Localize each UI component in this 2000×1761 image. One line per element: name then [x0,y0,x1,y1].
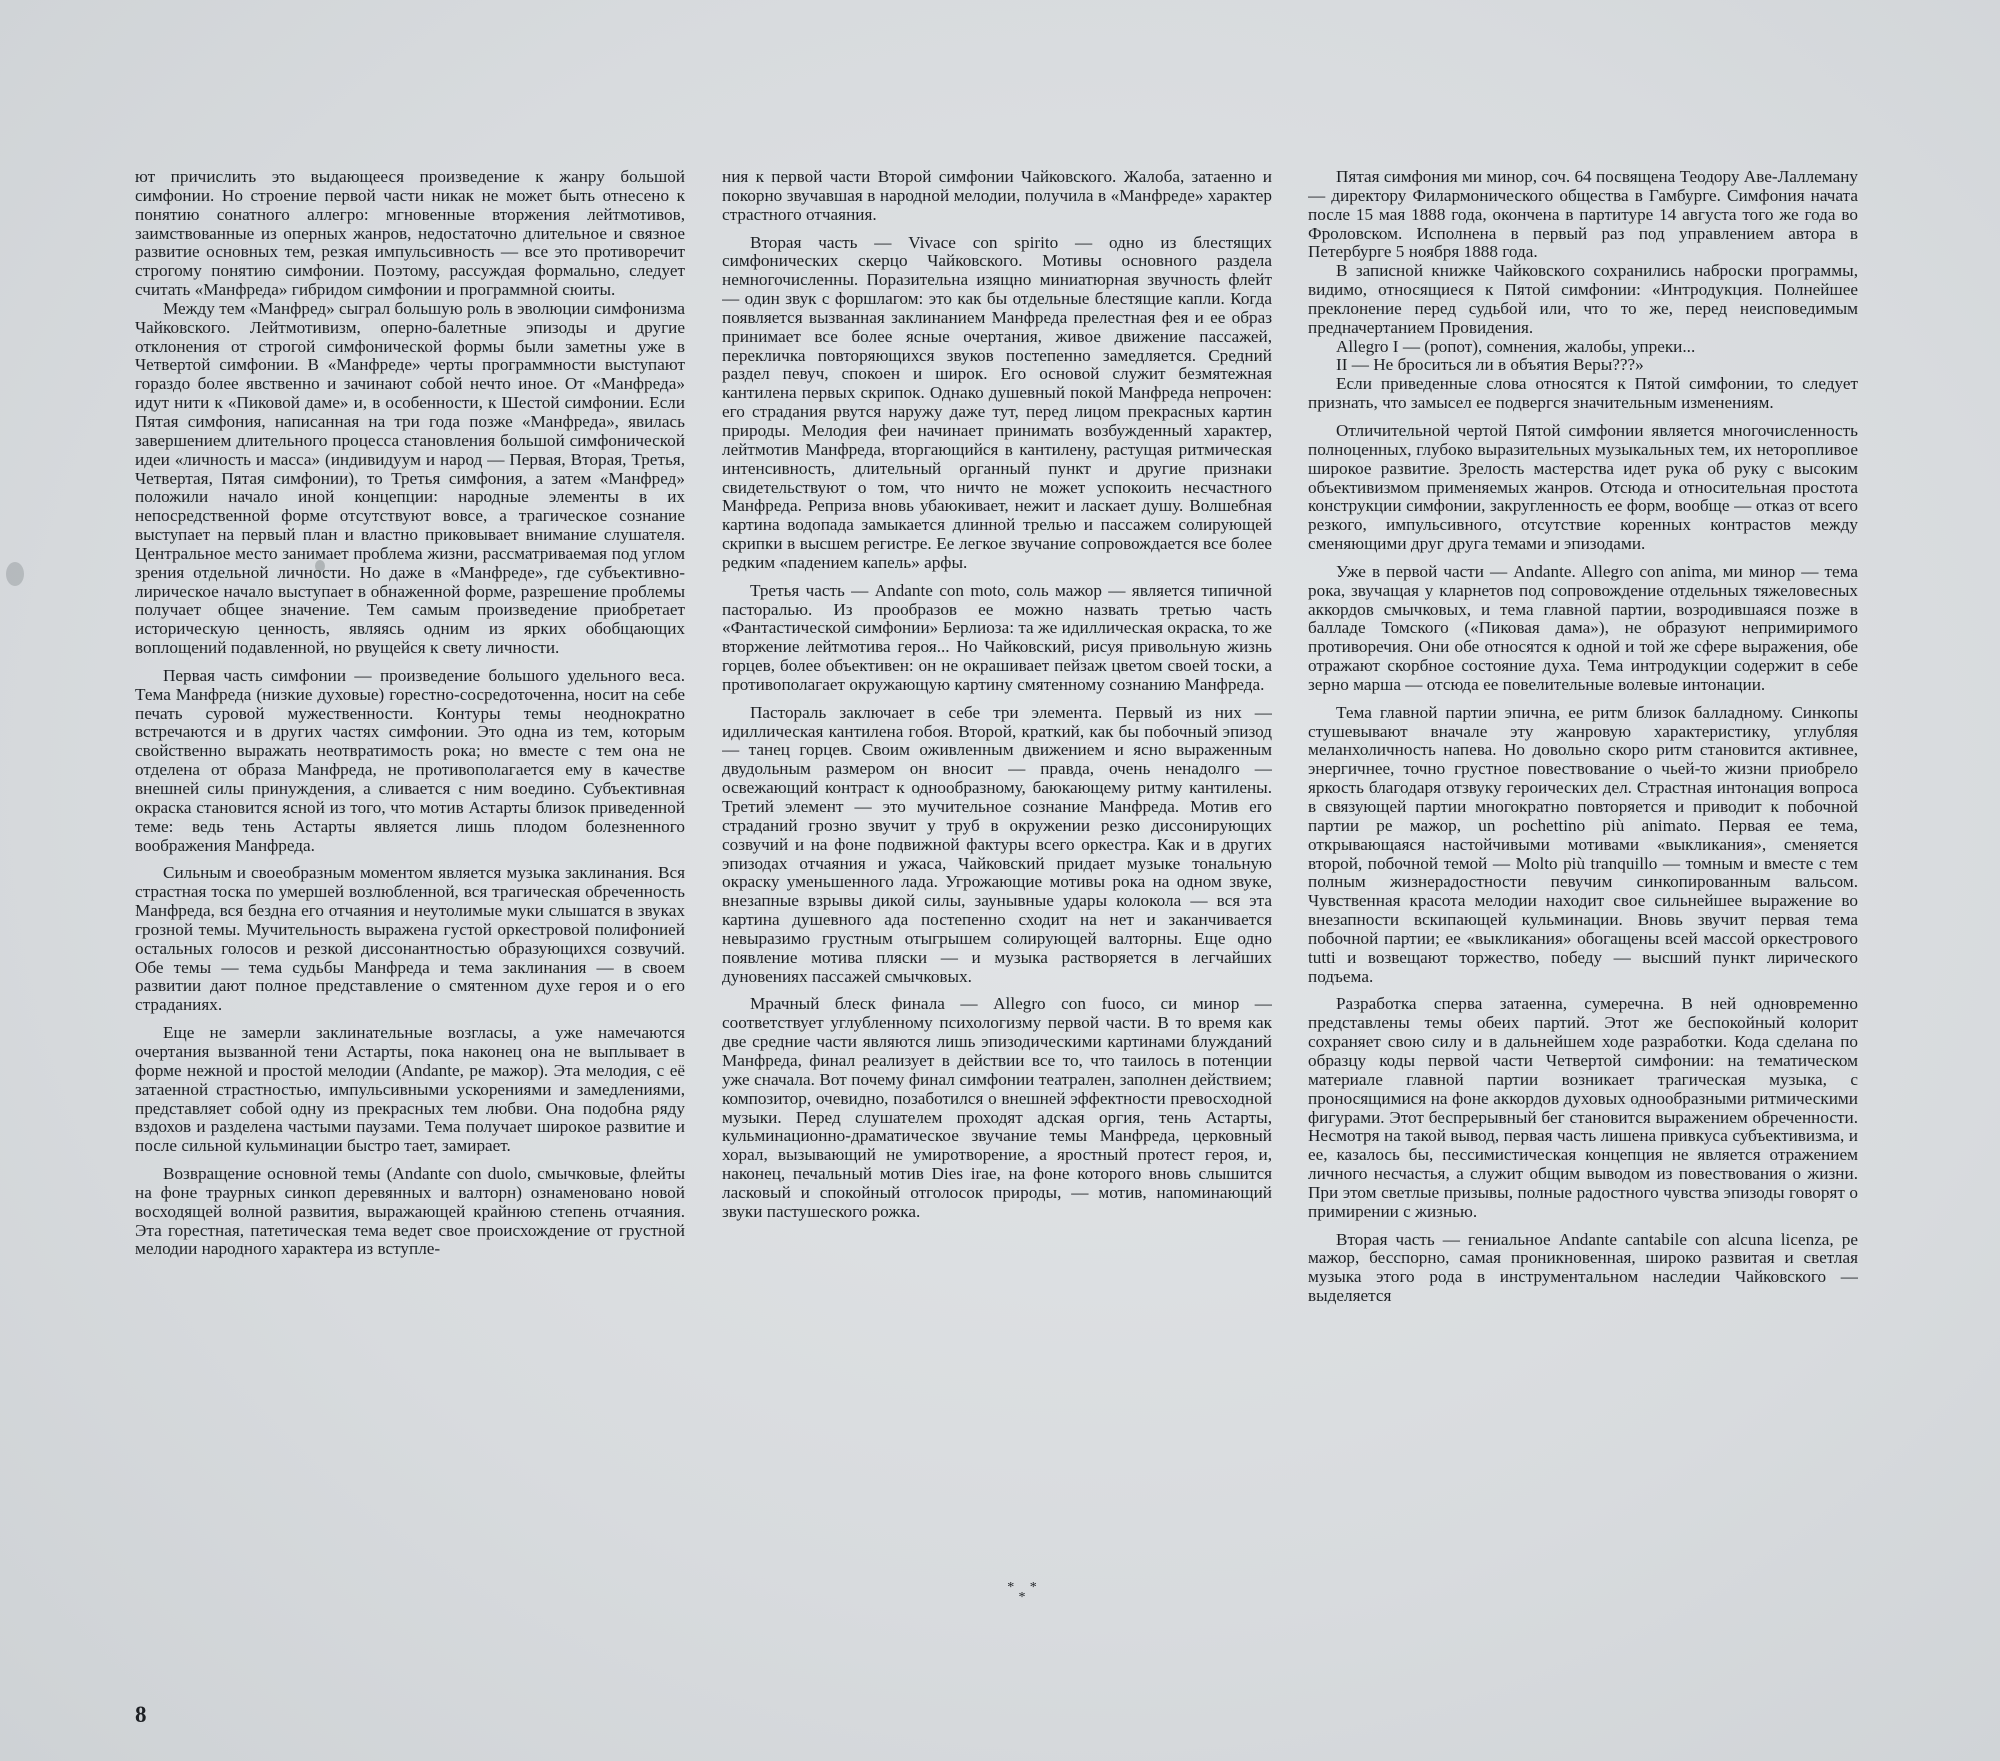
paragraph: Возвращение основной темы (Andante con duolo, смычковые, флейты на фоне траурных синкоп деревянных и валторн) ознаменовано новой восходящей волной развития, выражающей крайнюю степень отчаяния. Эта горестная, патетическая тема ведет свое происхождение от грустной мелодии народного характера из вступле- [135,1164,685,1259]
scan-smudge [6,562,24,586]
paragraph: Еще не замерли заклинательные возгласы, а уже намечаются очертания вызванной тени Астарты, пока наконец она не выплывает в форме нежной и простой мелодии (Andante, ре мажор). Эта мелодия, с её затаенной страстностью, импульсивными ускорениями и замедлениями, представляет собой одну из прекрасных тем любви. Она подобна ряду вздохов и разделена частыми паузами. Тема получает широкое развитие и после сильной кульминации быстро тает, замирает. [135,1023,685,1156]
paragraph: Отличительной чертой Пятой симфонии является многочисленность полноценных, глубоко выразительных музыкальных тем, их неторопливое широкое развитие. Зрелость мастерства идет рука об руку с высоким объективизмом применяемых жанров. Отсюда и относительная простота конструкции симфонии, закругленность ее форм, вообще — отказ от всего резкого, импульсивного, отсутствие коренных контрастов между сменяющими друг друга темами и эпизодами. [1308,420,1858,554]
paragraph: Третья часть — Andante con moto, соль мажор — является типичной пасторалью. Из прообразов ее можно назвать третью часть «Фантастической симфонии» Берлиоза: та же идиллическая окраска, то же вторжение лейтмотива героя... Но Чайковский, рисуя привольную жизнь горцев, более объективен: он не окрашивает пейзаж цветом своей тоски, а противополагает окружающую картину смятенному сознанию Манфреда. [722,580,1272,694]
text-column-1 [135,168,685,1628]
paragraph: Пятая симфония ми минор, соч. 64 посвящена Теодору Аве-Лаллеману — директору Филармонического общества в Гамбурге. Симфония начата после 15 мая 1888 года, окончена в партитуре 14 августа того же года во Фроловском. Исполнена в первый раз под управлением автора в Петербурге 5 ноября 1888 года. [1308,168,1858,262]
page-number: 8 [135,1702,147,1727]
paragraph: Уже в первой части — Andante. Allegro con anima, ми минор — тема рока, звучащая у кларнетов под сопровождение отдельных тяжеловесных аккордов смычковых, и тема главной партии, возродившаяся позже в балладе Томского («Пиковая дама»), не образуют непримиримого противоречия. Они обе относятся к одной и той же сфере выражения, обе отражают скорбное состояние духа. Тема интродукции содержит в себе зерно марша — отсюда ее повелительные волевые интонации. [1308,561,1858,694]
paragraph: Мрачный блеск финала — Allegro con fuoco, си минор — соответствует углубленному психологизму первой части. В то время как две средние части являются лишь эпизодическими картинами блужданий Манфреда, финал реализует в действии все то, что таилось в потенции уже сначала. Вот почему финал симфонии театрален, заполнен действием; композитор, очевидно, позаботился о внешней эффектности превосходной музыки. Перед слушателем проходят адская оргия, тень Астарты, кульминационно-драматическое звучание темы Манфреда, церковный хорал, вызывающий не умиротворение, а яростный протест героя, и, наконец, печальный мотив Dies irae, на фоне которого вновь слышится ласковый и спокойный отголосок природы, — мотив, напоминающий звуки пастушеского рожка. [722,994,1272,1221]
paragraph: Сильным и своеобразным моментом является музыка заклинания. Вся страстная тоска по умершей возлюбленной, вся трагическая обреченность Манфреда, вся бездна его отчаяния и неутолимые муки слышатся в звуках грозной темы. Мучительность выражена густой оркестровой полифонией остальных голосов и резкой диссонантностью образующихся созвучий. Обе темы — тема судьбы Манфреда и тема заклинания — в своем развитии дают полное представление о смятенном духе героя и о его страданиях. [135,863,685,1015]
paragraph: Тема главной партии эпична, ее ритм близок балладному. Синкопы стушевывают вначале эту жанровую характеристику, углубляя меланхоличность напева. Но довольно скоро ритм становится активнее, энергичнее, точно грустное повествование о чьей-то жизни приобрело яркость благодаря отзвуку героических дел. Страстная интонация вопроса в связующей партии многократно повторяется и приводит к побочной партии ре мажор, un pochettino più animato. Первая ее тема, открывающаяся настойчивыми мотивами «выкликания», сменяется второй, побочной темой — Molto più tranquillo — томным и вместе с тем полным жизнерадостности певучим синкопированным вальсом. Чувственная красота мелодии находит свое сильнейшее выражение во внезапности вскипающей кульминации. Вновь звучит первая тема побочной партии; ее «выкликания» обогащены всей массой оркестрового tutti и возвещают торжество, победу — высший пункт лирического подъема. [1308,702,1858,986]
paragraph: Первая часть симфонии — произведение большого удельного веса. Тема Манфреда (низкие духовые) горестно-сосредоточенна, носит на себе печать суровой мужественности. Контуры темы неоднократно встречаются и в других частях симфонии. Это одна из тем, которым свойственно выражать неотвратимость рока; но вместе с тем она не отделена от образа Манфреда, не противополагается ему в качестве внешней силы принуждения, а сливается с ним воедино. Субъективная окраска становится ясной из того, что мотив Астарты близок приведенной теме: ведь тень Астарты является лишь плодом болезненного воображения Манфреда. [135,665,685,855]
paragraph: Вторая часть — Vivace con spirito — одно из блестящих симфонических скерцо Чайковского. Мотивы основного раздела немногочисленны. Поразительна изящно миниатюрная звучность флейт — один звук с форшлагом: это как бы отдельные блестящие капли. Когда появляется вызванная заклинанием Манфреда прелестная фея и ее образ принимает все более ясные очертания, живое движение пассажей, перекличка повторяющихся звуков постепенно замедляется. Средний раздел певуч, спокоен и широк. Его основой служит безмятежная кантилена первых скрипок. Однако душевный покой Манфреда непрочен: его страдания рвутся наружу даже тут, перед лицом прекрасных картин природы. Мелодия феи начинает принимать возбужденный характер, лейтмотив Манфреда, вторгающийся в кантилену, растущая ритмическая интенсивность, длительный органный пункт и другие признаки свидетельствуют о том, что ничто не может успокоить несчастного Манфреда. Реприза вновь убаюкивает, нежит и ласкает душу. Волшебная картина водопада замыкается длинной трелью и пассажем солирующей скрипки в высшем регистре. Ее легкое звучание сопровождается все более редким «падением капель» арфы. [722,232,1272,572]
paragraph: Разработка сперва затаенна, сумеречна. В ней одновременно представлены темы обеих партий. Этот же беспокойный колорит сохраняет свою силу и в дальнейшем ходе разработки. Кода сделана по образцу коды первой части Четвертой симфонии: на тематическом материале главной партии возникает трагическая музыка, с проносящимися на фоне аккордов духовых однообразными ритмическими фигурами. Этот беспрерывный бег становится выражением обреченности. Несмотря на такой вывод, первая часть лишена привкуса субъективизма, и ее, казалось бы, пессимистическая концепция не является отражением личного несчастья, а служит общим выводом из повествования о жизни. При этом светлые призывы, полные радостного чувства эпизоды говорят о примирении с жизнью. [1308,994,1858,1221]
paragraph: Если приведенные слова относятся к Пятой симфонии, то следует признать, что замысел ее подвергся значительным изменениям. [1308,374,1858,413]
paragraph: Allegro I — (ропот), сомнения, жалобы, упреки... [1336,336,1696,356]
text-column-2 [722,168,1272,1628]
paragraph: ют причислить это выдающееся произведение к жанру большой симфонии. Но строение первой части никак не может быть отнесено к понятию сонатного аллегро: мгновенные вторжения лейтмотивов, заимствованные из оперных жанров, недостаточно длительное и связное развитие основных тем, резкая импульсивность — все это противоречит строгому понятию симфонии. Поэтому, рассуждая формально, следует считать «Манфреда» гибридом симфонии и программной сюиты. [135,168,685,300]
paragraph: Между тем «Манфред» сыграл большую роль в эволюции симфонизма Чайковского. Лейтмотивизм, оперно-балетные эпизоды и другие отклонения от строгой симфонической формы были заметны уже в Четвертой симфонии. В «Манфреде» черты программности выступают гораздо более явственно и зачинают собой нечто иное. От «Манфреда» идут нити к «Пиковой даме» и, в особенности, к Шестой симфонии. Если Пятая симфония, написанная на три года позже «Манфреда», явилась завершением длительного процесса становления большой симфонической идеи «личность и масса» (индивидуум и народ — Первая, Вторая, Третья, Четвертая, Пятая симфонии), то Третья симфония, а затем «Манфред» положили начало иной концепции: народные элементы в их непосредственной форме отсутствуют вовсе, а трагическое сознание выступает на первый план и властно приковывает внимание слушателя. Центральное место занимает проблема жизни, рассматриваемая под углом зрения отдельной личности. Но даже в «Манфреде», где субъективно-лирическое начало выступает в обнаженной форме, разрешение проблемы получает общее значение. Тем самым произведение приобретает историческую ценность, являясь одним из ярких обобщающих воплощений подавленной, но рвущейся к свету личности. [135,298,685,658]
section-ornament: * * * [1007,1580,1043,1605]
paragraph: Пастораль заключает в себе три элемента. Первый из них — идиллическая кантилена гобоя. Второй, краткий, как бы побочный эпизод — танец горцев. Своим оживленным движением и ясно выраженным двудольным размером он вносит — правда, очень ненадолго — освежающий контраст к однообразному, баюкающему ритму кантилены. Третий элемент — это мучительное сознание Манфреда. Мотив его страданий грозно звучит у труб в окружении резко диссонирующих созвучий и на фоне подвижной фактуры всего оркестра. Как и в других эпизодах отчаяния и ужаса, Чайковский придает музыке тональную окраску уменьшенного лада. Угрожающие мотивы рока на одном звуке, внезапные взрывы дикой силы, заунывные удары колокола — вся эта картина душевного ада постепенно сходит на нет и заканчивается невыразимо грустным отыгрышем солирующей валторны. Еще одно появление мотива пляски — и музыка растворяется в легчайших дуновениях пассажей смычковых. [722,702,1272,986]
paragraph: ния к первой части Второй симфонии Чайковского. Жалоба, затаенно и покорно звучавшая в народной мелодии, получила в «Манфреде» характер страстного отчаяния. [722,168,1272,224]
paragraph: II — Не броситься ли в объятия Веры???» [1336,355,1644,375]
paragraph: Вторая часть — гениальное Andante cantabile con alcuna licenza, ре мажор, бесспорно, самая проникновенная, широко развитая и светлая музыка этого рода в инструментальном наследии Чайковского — выделяется [1308,1229,1858,1306]
paragraph: В записной книжке Чайковского сохранились наброски программы, видимо, относящиеся к Пятой симфонии: «Интродукция. Полнейшее преклонение перед судьбой или, что то же, перед неисповедимым предначертанием Провидения. [1308,261,1858,337]
text-column-3 [1308,168,1858,1628]
